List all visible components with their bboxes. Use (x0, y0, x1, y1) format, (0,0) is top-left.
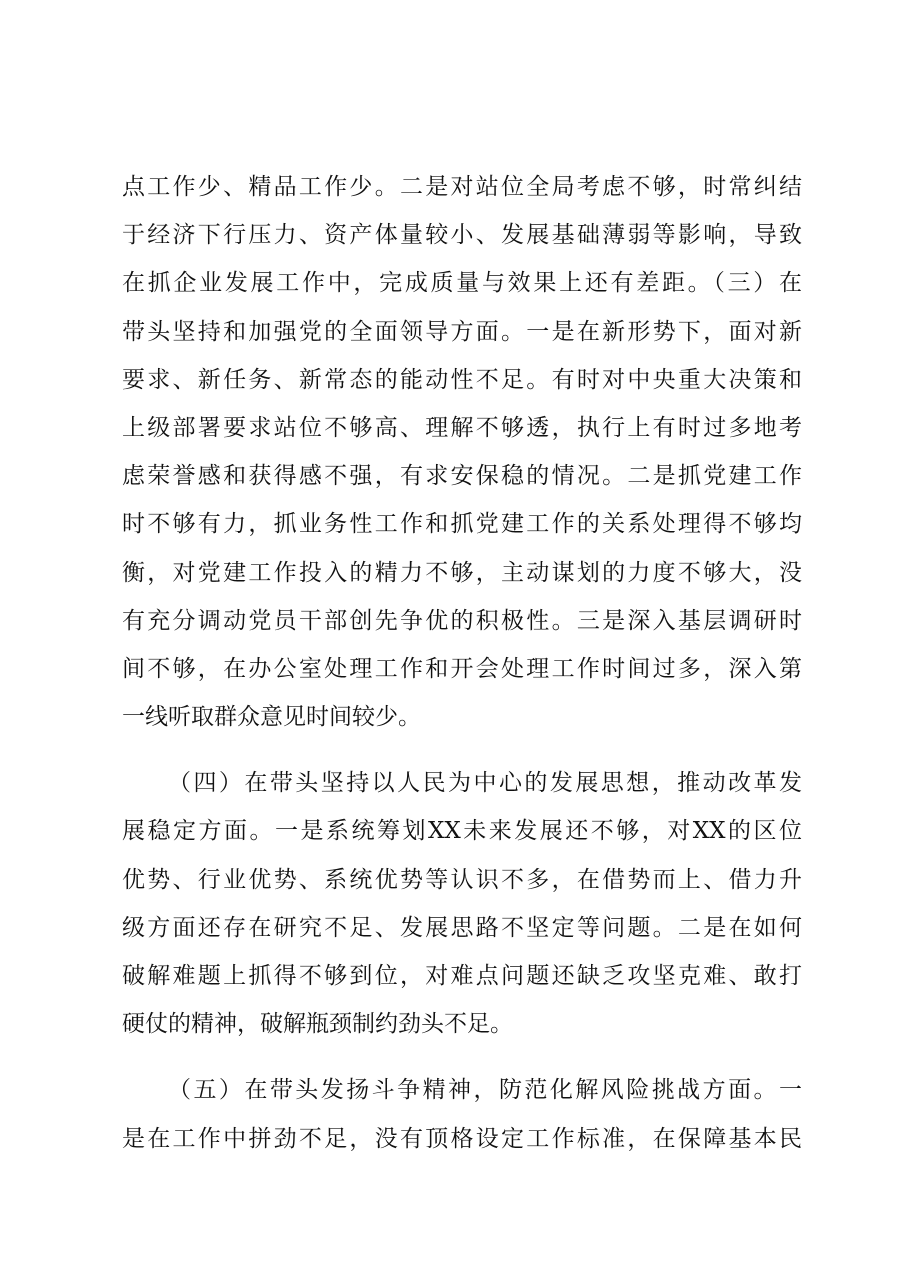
text-line: 衡，对党建工作投入的精力不够，主动谋划的力度不够大，没 (122, 559, 802, 586)
text-line: 带头坚持和加强党的全面领导方面。一是在新形势下，面对新 (122, 318, 802, 345)
text-line: 一线听取群众意见时间较少。 (122, 704, 421, 731)
text-line: 虑荣誉感和获得感不强，有求安保稳的情况。二是抓党建工作 (122, 463, 802, 490)
text-line: 要求、新任务、新常态的能动性不足。有时对中央重大决策和 (122, 366, 802, 393)
text-line: （五）在带头发扬斗争精神，防范化解风险挑战方面。一 (168, 1077, 802, 1104)
text-line: 于经济下行压力、资产体量较小、发展基础薄弱等影响，导致 (122, 222, 802, 249)
text-line: 优势、行业优势、系统优势等认识不多，在借势而上、借力升 (122, 866, 802, 893)
paragraph-gap (122, 741, 802, 759)
text-line: 破解难题上抓得不够到位，对难点问题还缺乏攻坚克难、敢打 (122, 963, 802, 989)
text-line: （四）在带头坚持以人民为中心的发展思想，推动改革发 (168, 770, 802, 797)
paragraph-gap (122, 1048, 802, 1066)
text-line: 展稳定方面。一是系统筹划XX未来发展还不够，对XX的区位 (122, 818, 802, 845)
document-body (122, 163, 802, 1163)
paragraph-4 (122, 759, 802, 1048)
text-line: 硬仗的精神，破解瓶颈制约劲头不足。 (122, 1011, 513, 1038)
text-line: 间不够，在办公室处理工作和开会处理工作时间过多，深入第 (122, 655, 802, 682)
text-line: 有充分调动党员干部创先争优的积极性。三是深入基层调研时 (122, 607, 802, 634)
text-line: 上级部署要求站位不够高、理解不够透，执行上有时过多地考 (122, 414, 802, 441)
text-line: 级方面还存在研究不足、发展思路不坚定等问题。二是在如何 (122, 914, 802, 941)
text-line: 点工作少、精品工作少。二是对站位全局考虑不够，时常纠结 (122, 174, 802, 200)
text-line: 时不够有力，抓业务性工作和抓党建工作的关系处理得不够均 (122, 511, 802, 538)
text-line: 是在工作中拼劲不足，没有顶格设定工作标准，在保障基本民 (122, 1125, 802, 1152)
paragraph-5 (122, 1066, 802, 1162)
text-line: 在抓企业发展工作中，完成质量与效果上还有差距。（三）在 (122, 270, 802, 297)
paragraph-3 (122, 163, 802, 741)
